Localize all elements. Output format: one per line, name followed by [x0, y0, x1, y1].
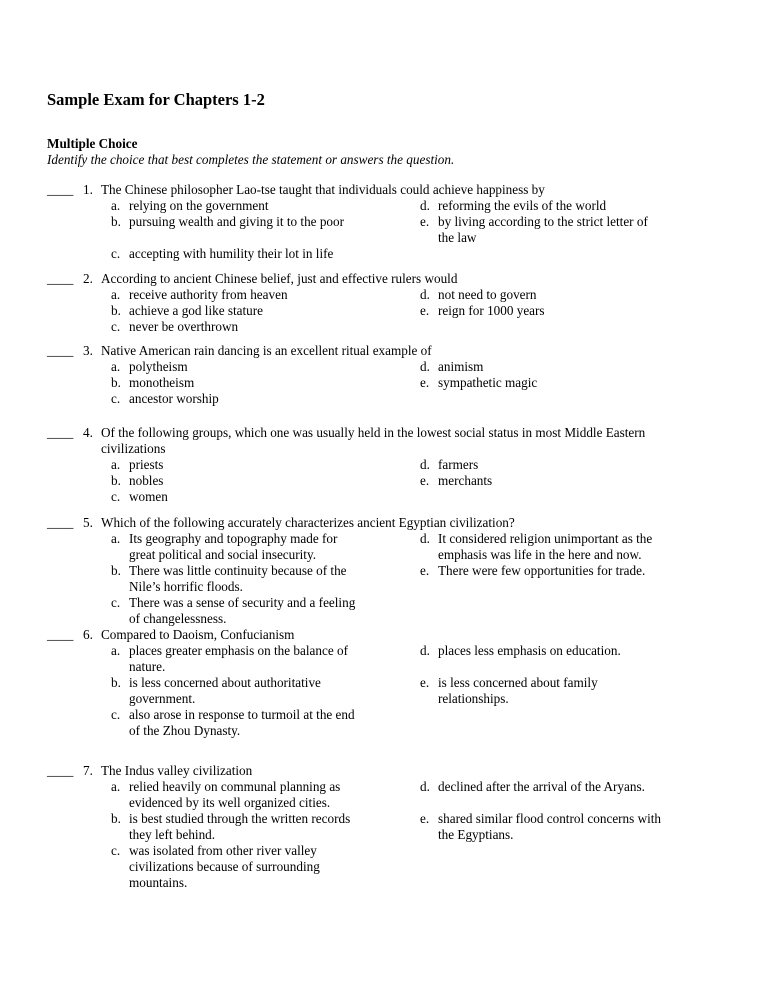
option-text: is less concerned about authoritative government.: [129, 675, 321, 706]
option-text: places greater emphasis on the balance of nature.: [129, 643, 348, 674]
question-number: 7.: [83, 763, 93, 778]
option-letter: b.: [111, 675, 121, 690]
option-text: farmers: [438, 457, 479, 472]
question-stem: [83, 627, 735, 643]
option-text: reforming the evils of the world: [438, 198, 607, 213]
option-letter: e.: [420, 214, 430, 229]
option-letter: c.: [111, 391, 121, 406]
option-letter: d.: [420, 643, 430, 658]
option-letter: a.: [111, 287, 121, 302]
option-letter: c.: [111, 595, 121, 610]
option-letter: a.: [111, 198, 121, 213]
question-text: According to ancient Chinese belief, just and effective rulers would: [101, 271, 458, 286]
option-letter: d.: [420, 531, 430, 546]
option-text: merchants: [438, 473, 493, 488]
option-text: by living according to the strict letter of the law: [438, 214, 648, 245]
option-letter: e.: [420, 675, 430, 690]
option-text: receive authority from heaven: [129, 287, 288, 302]
option-text: also arose in response to turmoil at the end of the Zhou Dynasty.: [129, 707, 355, 738]
question-text: Native American rain dancing is an excellent ritual example of: [101, 343, 432, 358]
question-stem: [83, 343, 735, 359]
option-letter: a.: [111, 643, 121, 658]
option-letter: c.: [111, 707, 121, 722]
option-text: nobles: [129, 473, 164, 488]
answer-blank[interactable]: ____: [47, 343, 74, 358]
answer-blank[interactable]: ____: [47, 425, 74, 440]
option-text: ancestor worship: [129, 391, 219, 406]
option-letter: a.: [111, 779, 121, 794]
option-letter: c.: [111, 489, 121, 504]
option-letter: a.: [111, 531, 121, 546]
option-text: animism: [438, 359, 484, 374]
option-text: relying on the government: [129, 198, 269, 213]
option-text: is less concerned about family relationships.: [438, 675, 598, 706]
question-stem: [83, 425, 735, 457]
option-text: There was little continuity because of the Nile’s horrific floods.: [129, 563, 347, 594]
option-text: priests: [129, 457, 164, 472]
question-number: 4.: [83, 425, 93, 440]
option-text: relied heavily on communal planning as evidenced by its well organized cities.: [129, 779, 341, 810]
question-text: Of the following groups, which one was usually held in the lowest social status in most Middle Eastern: [101, 425, 646, 440]
option-letter: c.: [111, 843, 121, 858]
option-letter: e.: [420, 375, 430, 390]
answer-blank[interactable]: ____: [47, 271, 74, 286]
question-number: 5.: [83, 515, 93, 530]
option-letter: e.: [420, 473, 430, 488]
option-letter: b.: [111, 473, 121, 488]
option-text: pursuing wealth and giving it to the poor: [129, 214, 344, 229]
answer-blank[interactable]: ____: [47, 515, 74, 530]
answer-blank[interactable]: ____: [47, 182, 74, 197]
option-letter: e.: [420, 303, 430, 318]
question-stem: [83, 271, 735, 287]
option-letter: b.: [111, 375, 121, 390]
option-text: never be overthrown: [129, 319, 239, 334]
option-letter: b.: [111, 563, 121, 578]
option-text: shared similar flood control concerns with the Egyptians.: [438, 811, 662, 842]
question-text: The Indus valley civilization: [101, 763, 253, 778]
option-letter: d.: [420, 198, 430, 213]
question-stem: [83, 182, 735, 198]
option-letter: a.: [111, 359, 121, 374]
option-text: polytheism: [129, 359, 188, 374]
option-letter: d.: [420, 359, 430, 374]
answer-blank[interactable]: ____: [47, 763, 74, 778]
option-text: sympathetic magic: [438, 375, 538, 390]
option-text: not need to govern: [438, 287, 537, 302]
answer-blank[interactable]: ____: [47, 627, 74, 642]
option-text: places less emphasis on education.: [438, 643, 621, 658]
question-stem: [83, 763, 735, 779]
question-text: Which of the following accurately characterizes ancient Egyptian civilization?: [101, 515, 515, 530]
option-text: reign for 1000 years: [438, 303, 545, 318]
option-text: Its geography and topography made for great political and social insecurity.: [129, 531, 338, 562]
option-text: monotheism: [129, 375, 195, 390]
page-title: Sample Exam for Chapters 1-2: [47, 90, 265, 109]
option-text: is best studied through the written records they left behind.: [129, 811, 351, 842]
option-letter: b.: [111, 214, 121, 229]
option-text: There was a sense of security and a feeling of changelessness.: [129, 595, 356, 626]
question-text: The Chinese philosopher Lao-tse taught that individuals could achieve happiness by: [101, 182, 545, 197]
option-letter: c.: [111, 319, 121, 334]
question-text: Compared to Daoism, Confucianism: [101, 627, 295, 642]
question-stem: [83, 515, 735, 531]
option-letter: a.: [111, 457, 121, 472]
option-text: achieve a god like stature: [129, 303, 264, 318]
question-number: 2.: [83, 271, 93, 286]
option-letter: d.: [420, 287, 430, 302]
option-letter: e.: [420, 811, 430, 826]
option-letter: d.: [420, 457, 430, 472]
section-heading: Multiple Choice: [47, 136, 138, 151]
question-text: civilizations: [101, 441, 166, 456]
option-letter: d.: [420, 779, 430, 794]
option-text: It considered religion unimportant as the emphasis was life in the here and now.: [438, 531, 653, 562]
question-number: 6.: [83, 627, 93, 642]
option-text: was isolated from other river valley civilizations because of surrounding mountains.: [129, 843, 320, 890]
option-letter: b.: [111, 303, 121, 318]
option-text: accepting with humility their lot in life: [129, 246, 334, 261]
option-letter: e.: [420, 563, 430, 578]
option-text: There were few opportunities for trade.: [438, 563, 646, 578]
question-number: 3.: [83, 343, 93, 358]
option-text: women: [129, 489, 168, 504]
instructions: Identify the choice that best completes the statement or answers the question.: [47, 152, 455, 167]
question-number: 1.: [83, 182, 93, 197]
option-letter: b.: [111, 811, 121, 826]
option-letter: c.: [111, 246, 121, 261]
option-text: declined after the arrival of the Aryans.: [438, 779, 645, 794]
